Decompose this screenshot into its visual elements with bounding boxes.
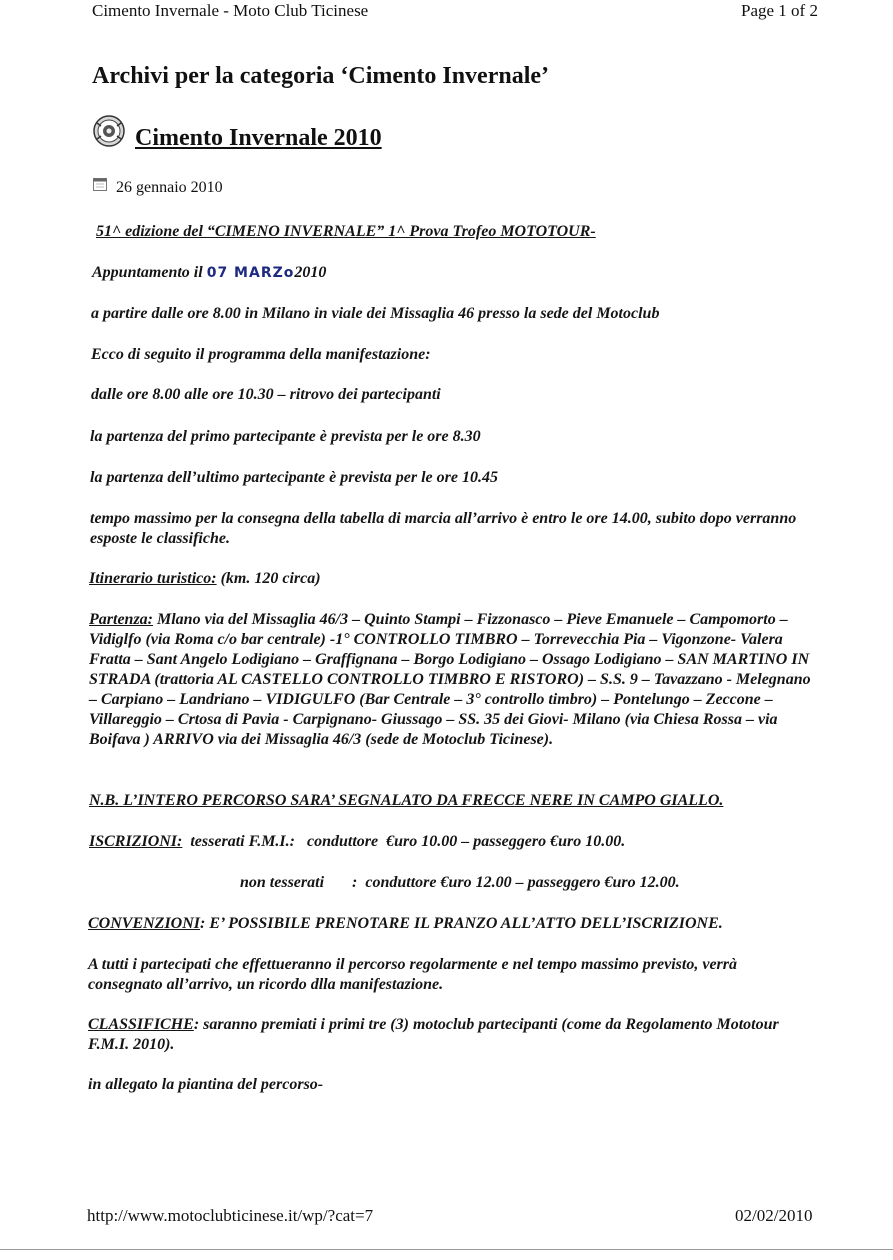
archive-heading: Archivi per la categoria ‘Cimento Invernale’ (92, 63, 550, 89)
rankings-text: : saranno premiati i primi tre (3) motoclub partecipanti (come da Regolamento Mototour F.M.I. 2010). (88, 1016, 779, 1053)
page-bottom-divider (0, 1249, 893, 1250)
itinerary-line (89, 569, 819, 589)
registrations-nonmembers: non tesserati : conduttore €uro 12.00 – passeggero €uro 12.00. (240, 874, 680, 891)
schedule-item: dalle ore 8.00 alle ore 10.30 – ritrovo dei partecipanti (91, 386, 441, 403)
appointment-year: 2010 (294, 264, 327, 281)
conventions-line (88, 914, 818, 934)
post-title-link[interactable]: Cimento Invernale 2010 (135, 125, 382, 151)
schedule-item: la partenza dell’ultimo partecipante è prevista per le ore 10.45 (90, 469, 498, 486)
print-header-page-number: Page 1 of 2 (741, 1, 818, 20)
max-time-paragraph: tempo massimo per la consegna della tabella di marcia all’arrivo è entro le ore 14.00, subito dopo verranno esposte le classifiche. (90, 510, 797, 547)
print-header-title: Cimento Invernale - Moto Club Ticinese (92, 1, 369, 20)
program-intro: Ecco di seguito il programma della manifestazione: (91, 346, 431, 363)
schedule-item: la partenza del primo partecipante è prevista per le ore 8.30 (90, 428, 481, 445)
handwritten-date: 07 MARZo (206, 265, 295, 281)
souvenir-paragraph: A tutti i partecipati che effettueranno il percorso regolarmente e nel tempo massimo previsto, verrà consegnato all’arrivo, un ricordo dlla manifestazione. (88, 956, 738, 993)
calendar-icon (93, 177, 107, 191)
post-date: 26 gennaio 2010 (116, 179, 223, 196)
registrations-line (89, 832, 819, 852)
motoclub-logo-icon (92, 114, 126, 148)
print-footer-date: 02/02/2010 (735, 1206, 813, 1225)
departure-route: Mlano via del Missaglia 46/3 – Quinto Stampi – Fizzonasco – Pieve Emanuele – Campomorto – Vidiglfo (via Roma c/o bar centrale) -1° CONTROLLO TIMBRO – Torrevecchia Pia – Vigonzone- Valera Fratta – Sant Angelo Lodigiano – Graffignana – Borgo Lodigiano – Ossago Lodigiano – SAN MARTINO IN STRADA (trattoria AL CASTELLO CONTROLLO TIMBRO E RISTORO) – S.S. 9 – Tavazzano - Melegnano – Carpiano – Landriano – VIDIGULFO (Bar Centrale – 3° controllo timbro) – Pontelungo – Zeccone – Villareggio – Crtosa di Pavia - Carpignano- Giussago – SS. 35 dei Giovi- Milano (via Chiesa Rossa – via Boifava ) ARRIVO via dei Missaglia 46/3 (sede de Motoclub Ticinese). (89, 611, 811, 748)
itinerary-label: Itinerario turistico: (89, 570, 217, 587)
start-line: a partire dalle ore 8.00 in Milano in viale dei Missaglia 46 presso la sede del Motoclub (91, 305, 660, 322)
itinerary-value: (km. 120 circa) (216, 570, 321, 587)
appointment-line (92, 263, 822, 283)
conventions-label: CONVENZIONI (88, 915, 201, 932)
rankings-paragraph (88, 1015, 800, 1055)
nb-line: N.B. L’INTERO PERCORSO SARA’ SEGNALATO DA FRECCE NERE IN CAMPO GIALLO. (89, 792, 724, 809)
registrations-label: ISCRIZIONI: (89, 833, 183, 850)
departure-paragraph (89, 610, 814, 750)
registrations-members: tesserati F.M.I.: conduttore €uro 10.00 – passeggero €uro 10.00. (182, 833, 626, 850)
rankings-label: CLASSIFICHE (88, 1016, 194, 1033)
attachment-line: in allegato la piantina del percorso- (88, 1076, 324, 1093)
conventions-text: : E’ POSSIBILE PRENOTARE IL PRANZO ALL’ATTO DELL’ISCRIZIONE. (200, 915, 723, 932)
print-footer-url: http://www.motoclubticinese.it/wp/?cat=7 (87, 1206, 374, 1225)
appointment-prefix: Appuntamento il (92, 264, 207, 281)
edition-line: 51^ edizione del “CIMENO INVERNALE” 1^ Prova Trofeo MOTOTOUR- (96, 223, 596, 240)
departure-label: Partenza: (89, 611, 153, 628)
